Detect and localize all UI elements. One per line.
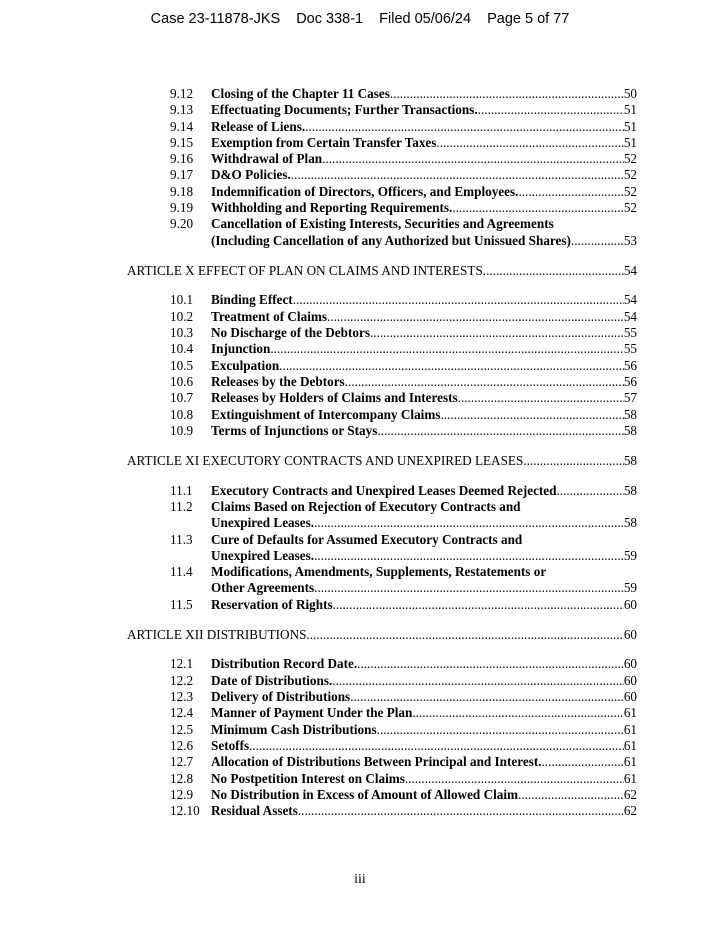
toc-entry	[0, 705, 720, 721]
toc-number: 9.20	[170, 216, 194, 232]
dot-leader	[377, 722, 624, 738]
toc-page: 54	[623, 262, 637, 278]
dot-leader	[314, 548, 624, 564]
toc-entry	[0, 738, 720, 754]
toc-title: Treatment of Claims	[211, 308, 327, 324]
toc-entry-11-2-cont	[0, 515, 720, 531]
toc-title: Binding Effect	[211, 292, 293, 308]
dot-leader	[333, 597, 624, 613]
dot-leader	[298, 803, 624, 819]
toc-title: Residual Assets	[211, 803, 298, 819]
toc-page: 60	[623, 656, 637, 672]
toc-page: 53	[623, 232, 637, 248]
article-title: ARTICLE XII DISTRIBUTIONS	[127, 626, 307, 642]
toc-title-line1: Modifications, Amendments, Supplements, Restatements or	[211, 564, 547, 580]
toc-page: 55	[623, 341, 637, 357]
toc-page: 60	[623, 689, 637, 705]
toc-page: 51	[623, 102, 637, 118]
toc-entry-11-3-cont	[0, 548, 720, 564]
toc-page: 61	[623, 754, 637, 770]
toc-number: 10.6	[170, 373, 194, 389]
toc-entry-11-4	[0, 564, 720, 580]
dot-leader	[322, 151, 624, 167]
dot-leader	[370, 325, 624, 341]
toc-number: 11.4	[170, 564, 193, 580]
toc-title-line2: Unexpired Leases.	[211, 515, 315, 531]
toc-number: 11.1	[170, 482, 193, 498]
dot-leader	[377, 423, 623, 439]
page-indicator: Page 5 of 77	[487, 11, 570, 27]
toc-title-line1: Claims Based on Rejection of Executory Contracts and	[211, 498, 521, 514]
toc-page: 58	[623, 482, 637, 498]
toc-title-line2: Unexpired Leases.	[211, 547, 315, 563]
article-title: ARTICLE XI EXECUTORY CONTRACTS AND UNEXPIRED LEASES	[127, 452, 524, 468]
dot-leader	[332, 673, 624, 689]
toc-title: Minimum Cash Distributions	[211, 721, 377, 737]
toc-number: 12.10	[170, 803, 200, 819]
toc-title: Executory Contracts and Unexpired Leases Deemed Rejected	[211, 482, 557, 498]
dot-leader	[436, 135, 623, 151]
dot-leader	[357, 656, 624, 672]
toc-page: 58	[623, 452, 637, 468]
toc-page: 52	[623, 183, 637, 199]
toc-title: Terms of Injunctions or Stays	[211, 422, 378, 438]
toc-page: 55	[623, 325, 637, 341]
toc-number: 12.6	[170, 737, 194, 753]
toc-entry-11-3	[0, 532, 720, 548]
toc-title: Reservation of Rights	[211, 596, 333, 612]
toc-number: 9.19	[170, 200, 194, 216]
toc-entry	[0, 673, 720, 689]
dot-leader	[458, 390, 624, 406]
toc-entry	[0, 341, 720, 357]
filing-header	[0, 11, 720, 27]
toc-number: 11.3	[170, 531, 193, 547]
toc-entry	[0, 771, 720, 787]
toc-title: Releases by Holders of Claims and Interests	[211, 390, 458, 406]
toc-page: 61	[623, 737, 637, 753]
dot-leader	[405, 771, 624, 787]
toc-title: Effectuating Documents; Further Transactions.	[211, 102, 478, 118]
toc-number: 9.12	[170, 86, 194, 101]
toc-page: 50	[623, 86, 637, 101]
toc-number: 12.4	[170, 705, 194, 721]
toc-entry	[0, 390, 720, 406]
toc-entry-9-20	[0, 216, 720, 232]
toc-number: 12.9	[170, 786, 194, 802]
toc-title-line2: (Including Cancellation of any Authorized but Unissued Shares)	[211, 232, 571, 248]
article-xi-heading	[0, 453, 720, 469]
toc-number: 12.2	[170, 672, 194, 688]
toc-title: D&O Policies.	[211, 167, 291, 183]
toc-title: No Distribution in Excess of Amount of Allowed Claim	[211, 786, 518, 802]
toc-page: 56	[623, 373, 637, 389]
dot-leader	[571, 233, 624, 249]
toc-page: 57	[623, 390, 637, 406]
toc-entry	[0, 151, 720, 167]
toc-title: Exculpation	[211, 357, 280, 373]
toc-page: 60	[623, 626, 637, 642]
toc-number: 12.1	[170, 656, 194, 672]
toc-number: 10.2	[170, 308, 194, 324]
toc-title: Delivery of Distributions	[211, 689, 351, 705]
toc-number: 9.13	[170, 102, 194, 118]
dot-leader	[557, 483, 624, 499]
toc-title-line1: Cancellation of Existing Interests, Securities and Agreements	[211, 216, 554, 232]
toc-page: 52	[623, 151, 637, 167]
toc-entry	[0, 309, 720, 325]
toc-title: Distribution Record Date.	[211, 656, 358, 672]
toc-entry	[0, 423, 720, 439]
toc-title: Setoffs	[211, 737, 250, 753]
dot-leader	[440, 407, 623, 423]
dot-leader	[314, 580, 624, 596]
toc-number: 10.1	[170, 292, 194, 308]
toc-number: 9.17	[170, 167, 194, 183]
toc-entry	[0, 167, 720, 183]
dot-leader	[542, 754, 624, 770]
toc-entry	[0, 102, 720, 118]
toc-title-line2: Other Agreements	[211, 580, 315, 596]
toc-number: 10.7	[170, 390, 194, 406]
toc-entry	[0, 358, 720, 374]
dot-leader	[293, 292, 624, 308]
toc-entry-11-1	[0, 483, 720, 499]
toc-page: 61	[623, 705, 637, 721]
page-number-footer: iii	[354, 872, 366, 887]
toc-title-line1: Cure of Defaults for Assumed Executory Contracts and	[211, 531, 523, 547]
dot-leader	[305, 119, 624, 135]
toc-number: 9.15	[170, 134, 194, 150]
toc-number: 10.4	[170, 341, 194, 357]
toc-entry	[0, 722, 720, 738]
article-title: ARTICLE X EFFECT OF PLAN ON CLAIMS AND INTERESTS	[127, 262, 483, 278]
doc-number: Doc 338-1	[296, 11, 364, 27]
toc-number: 10.8	[170, 406, 194, 422]
toc-title: Withholding and Reporting Requirements.	[211, 200, 453, 216]
toc-title: Manner of Payment Under the Plan	[211, 705, 413, 721]
toc-entry	[0, 787, 720, 803]
toc-page: 61	[623, 770, 637, 786]
toc-number: 9.16	[170, 151, 194, 167]
toc-number: 10.3	[170, 325, 194, 341]
toc-page: 58	[623, 422, 637, 438]
toc-page: 52	[623, 167, 637, 183]
toc-entry	[0, 803, 720, 819]
dot-leader	[518, 184, 623, 200]
toc-title: Injunction	[211, 341, 271, 357]
dot-leader	[306, 627, 623, 643]
toc-page: 61	[623, 721, 637, 737]
toc-number: 10.5	[170, 357, 194, 373]
toc-entry	[0, 119, 720, 135]
toc-title: Extinguishment of Intercompany Claims	[211, 406, 441, 422]
dot-leader	[478, 102, 624, 118]
section-10-list	[0, 292, 720, 439]
toc-entry	[0, 292, 720, 308]
dot-leader	[291, 167, 624, 183]
article-x-heading	[0, 263, 720, 279]
toc-entry	[0, 325, 720, 341]
toc-page: 62	[623, 803, 637, 819]
toc-entry	[0, 135, 720, 151]
toc-page: 54	[623, 308, 637, 324]
toc-page: 51	[623, 118, 637, 134]
toc-title: Release of Liens.	[211, 118, 306, 134]
toc-page: 56	[623, 357, 637, 373]
toc-entry	[0, 184, 720, 200]
toc-entry-11-5	[0, 597, 720, 613]
toc-page: 52	[623, 200, 637, 216]
toc-title: Indemnification of Directors, Officers, and Employees.	[211, 183, 519, 199]
toc-entry	[0, 200, 720, 216]
dot-leader	[249, 738, 624, 754]
toc-page: 62	[623, 786, 637, 802]
filed-date: Filed 05/06/24	[379, 11, 472, 27]
toc-page: 60	[623, 672, 637, 688]
toc-entry	[0, 689, 720, 705]
toc-title: Allocation of Distributions Between Principal and Interest.	[211, 754, 542, 770]
section-12-list	[0, 656, 720, 819]
toc-number: 12.3	[170, 689, 194, 705]
toc-entry	[0, 754, 720, 770]
toc-page: 51	[623, 134, 637, 150]
toc-number: 9.14	[170, 118, 194, 134]
case-number: Case 23-11878-JKS	[150, 11, 281, 27]
toc-entry	[0, 656, 720, 672]
dot-leader	[390, 86, 624, 102]
dot-leader	[350, 689, 624, 705]
toc-page: 58	[623, 515, 637, 531]
toc-entry-11-4-cont	[0, 580, 720, 596]
dot-leader	[279, 358, 624, 374]
toc-page: 54	[623, 292, 637, 308]
dot-leader	[314, 515, 624, 531]
toc-entry-11-2	[0, 499, 720, 515]
toc-page: 59	[623, 580, 637, 596]
toc-title: Date of Distributions.	[211, 672, 333, 688]
toc-title: Releases by the Debtors	[211, 373, 345, 389]
toc-title: Closing of the Chapter 11 Cases	[211, 86, 390, 101]
dot-leader	[345, 374, 624, 390]
toc-entry-9-20-cont	[0, 233, 720, 249]
dot-leader	[270, 341, 623, 357]
dot-leader	[412, 705, 623, 721]
toc-number: 12.5	[170, 721, 194, 737]
toc-page: 60	[623, 596, 637, 612]
dot-leader	[483, 263, 624, 279]
toc-title: No Discharge of the Debtors	[211, 325, 370, 341]
toc-title: Withdrawal of Plan	[211, 151, 323, 167]
toc-number: 10.9	[170, 422, 194, 438]
section-9-list	[0, 86, 720, 216]
toc-page: 58	[623, 406, 637, 422]
toc-title: No Postpetition Interest on Claims	[211, 770, 405, 786]
toc-number: 11.5	[170, 596, 193, 612]
dot-leader	[523, 453, 624, 469]
article-xii-heading	[0, 627, 720, 643]
toc-entry	[0, 374, 720, 390]
toc-page: 59	[623, 547, 637, 563]
toc-title: Exemption from Certain Transfer Taxes	[211, 134, 437, 150]
toc-entry	[0, 407, 720, 423]
dot-leader	[518, 787, 624, 803]
toc-number: 12.7	[170, 754, 194, 770]
dot-leader	[452, 200, 623, 216]
table-of-contents	[0, 86, 720, 819]
toc-entry	[0, 86, 720, 102]
toc-number: 12.8	[170, 770, 194, 786]
dot-leader	[327, 309, 624, 325]
toc-number: 11.2	[170, 498, 193, 514]
toc-number: 9.18	[170, 183, 194, 199]
